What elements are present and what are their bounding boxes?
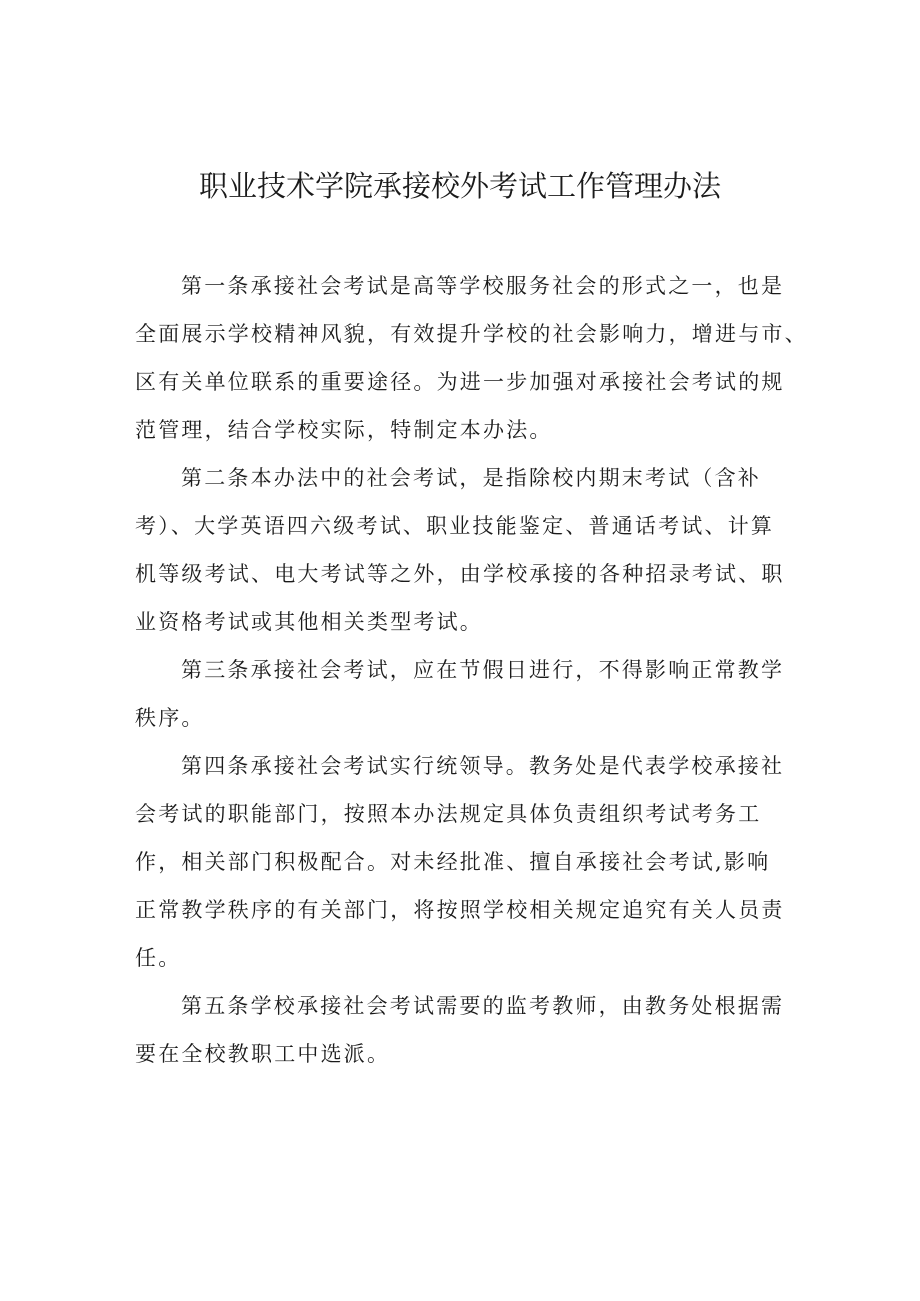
paragraph-line: 第五条学校承接社会考试需要的监考教师，由教务处根据需: [181, 994, 785, 1018]
paragraph-line: 范管理，结合学校实际，特制定本办法。: [135, 418, 553, 442]
document-title: 职业技术学院承接校外考试工作管理办法: [198, 169, 721, 203]
article-3-paragraph: [135, 646, 800, 742]
paragraph-line: 区有关单位联系的重要途径。为进一步加强对承接社会考试的规: [135, 370, 785, 394]
paragraph-line: 业资格考试或其他相关类型考试。: [135, 610, 483, 634]
paragraph-line: 机等级考试、电大考试等之外，由学校承接的各种招录考试、职: [135, 562, 785, 586]
paragraph-line: 全面展示学校精神风貌，有效提升学校的社会影响力，增进与市、: [135, 322, 808, 346]
paragraph-line: 秩序。: [135, 706, 205, 730]
paragraph-line: 第四条承接社会考试实行统领导。教务处是代表学校承接社: [181, 754, 785, 778]
paragraph-line: 会考试的职能部门，按照本办法规定具体负责组织考试考务工: [135, 802, 762, 826]
paragraph-line: 第三条承接社会考试，应在节假日进行，不得影响正常教学: [181, 658, 785, 682]
paragraph-line: 作，相关部门积极配合。对未经批准、擅自承接社会考试,影响: [135, 850, 771, 874]
paragraph-line: 第一条承接社会考试是高等学校服务社会的形式之一，也是: [181, 274, 785, 298]
paragraph-line: 任。: [135, 946, 182, 970]
article-5-paragraph: [135, 982, 800, 1078]
article-1-paragraph: [135, 262, 808, 454]
article-2-paragraph: [135, 454, 800, 646]
paragraph-line: 正常教学秩序的有关部门，将按照学校相关规定追究有关人员责: [135, 898, 785, 922]
document-body: [135, 262, 808, 1078]
paragraph-line: 第二条本办法中的社会考试，是指除校内期末考试（含补: [181, 466, 761, 490]
paragraph-line: 要在全校教职工中选派。: [135, 1042, 391, 1066]
paragraph-line: 考）、大学英语四六级考试、职业技能鉴定、普通话考试、计算: [135, 514, 775, 538]
article-4-paragraph: [135, 742, 800, 982]
